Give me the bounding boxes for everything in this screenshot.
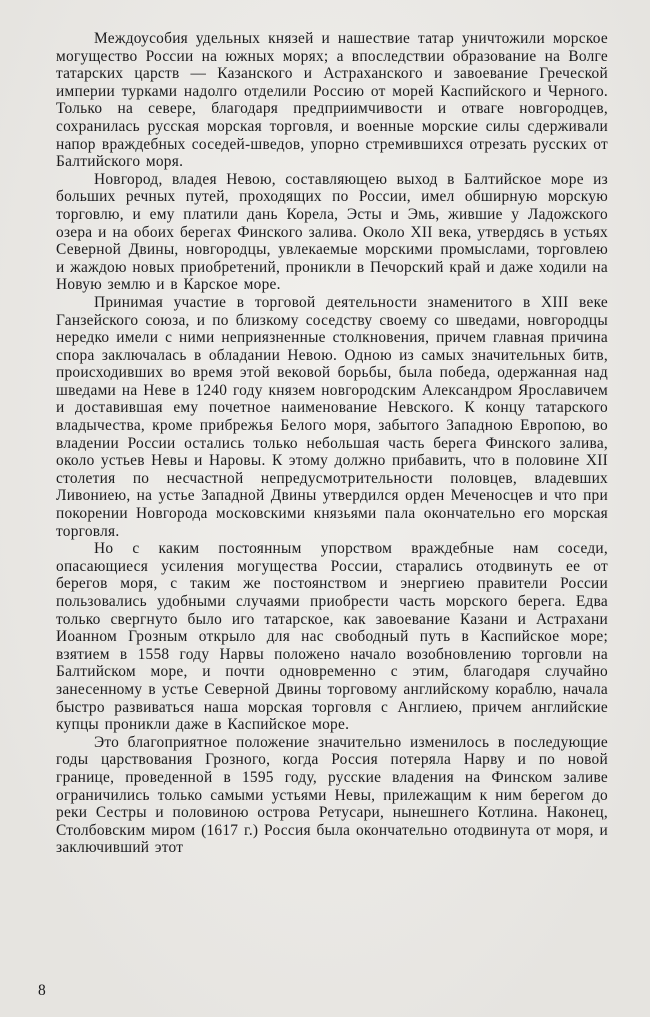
paragraph: Это благоприятное положение значительно изменилось в последующие годы царствования Грозного, когда Россия потеряла Нарву и по новой границе, проведенной в 1595 году, русские владения на Финском заливе ограничились только самыми устьями Невы, прилежащим к ним берегом до реки Сестры и половиною острова Ретусари, нынешнего Котлина. Наконец, Столбовским миром (1617 г.) Россия была окончательно отодвинута от моря, и заключивший этот — [56, 733, 608, 857]
paragraph: Междоусобия удельных князей и нашествие татар уничтожили морское могущество России на южных морях; а впоследствии образование на Волге татарских царств — Казанского и Астраханского и завоевание Греческой империи турками надолго отделили Россию от морей Каспийского и Черного. Только на севере, благодаря предприимчивости и отваге новгородцев, сохранилась русская морская торговля, и военные морские силы сдерживали напор враждебных соседей-шведов, упорно стремившихся отрезать русских от Балтийского моря. — [56, 30, 608, 171]
page-number: 8 — [38, 982, 46, 999]
paragraph: Принимая участие в торговой деятельности знаменитого в XIII веке Ганзейского союза, и по близкому соседству своему со шведами, новгородцы нередко имели с ними неприязненные столкновения, причем главная причина спора заключалась в обладании Невою. Одною из самых значительных битв, происходивших во время этой вековой борьбы, была победа, одержанная над шведами на Неве в 1240 году князем новгородским Александром Ярославичем и доставившая ему почетное наименование Невского. К концу татарского владычества, кроме прибрежья Белого моря, забытого Западною Европою, во владении России остались только небольшая часть берега Финского залива, около устьев Невы и Наровы. К этому должно прибавить, что в половине XII столетия по несчастной непредусмотрительности половцев, владевших Ливониею, на устье Западной Двины утвердился орден Меченосцев и что при покорении Новгорода московскими князьями пала окончательно его морская торговля. — [56, 293, 608, 540]
paragraph: Но с каким постоянным упорством враждебные нам соседи, опасающиеся усиления могущества России, старались отодвинуть ее от берегов моря, с таким же постоянством и энергиею правители России пользовались удобными случаями приобрести часть морского берега. Едва только свергнуто было иго татарское, как завоевание Казани и Астрахани Иоанном Грозным открыло для нас свободный путь в Каспийское море; взятием в 1558 году Нарвы положено начало возобновлению торговли на Балтийском море, и почти одновременно с этим, благодаря случайно занесенному в устье Северной Двины торговому английскому кораблю, начала быстро развиваться наша морская торговля с Англиею, причем английские купцы проникли даже в Каспийское море. — [56, 540, 608, 734]
paragraph: Новгород, владея Невою, составляющею выход в Балтийское море из больших речных путей, проходящих по России, имел обширную морскую торговлю, и ему платили дань Корела, Эсты и Эмь, жившие у Ладожского озера и на обоих берегах Финского залива. Около XII века, утвердясь в устьях Северной Двины, новгородцы, увлекаемые морскими промыслами, торговлею и жаждою новых приобретений, проникли в Печорский край и даже ходили на Новую землю и в Карское море. — [56, 170, 608, 294]
text-block — [56, 30, 608, 857]
